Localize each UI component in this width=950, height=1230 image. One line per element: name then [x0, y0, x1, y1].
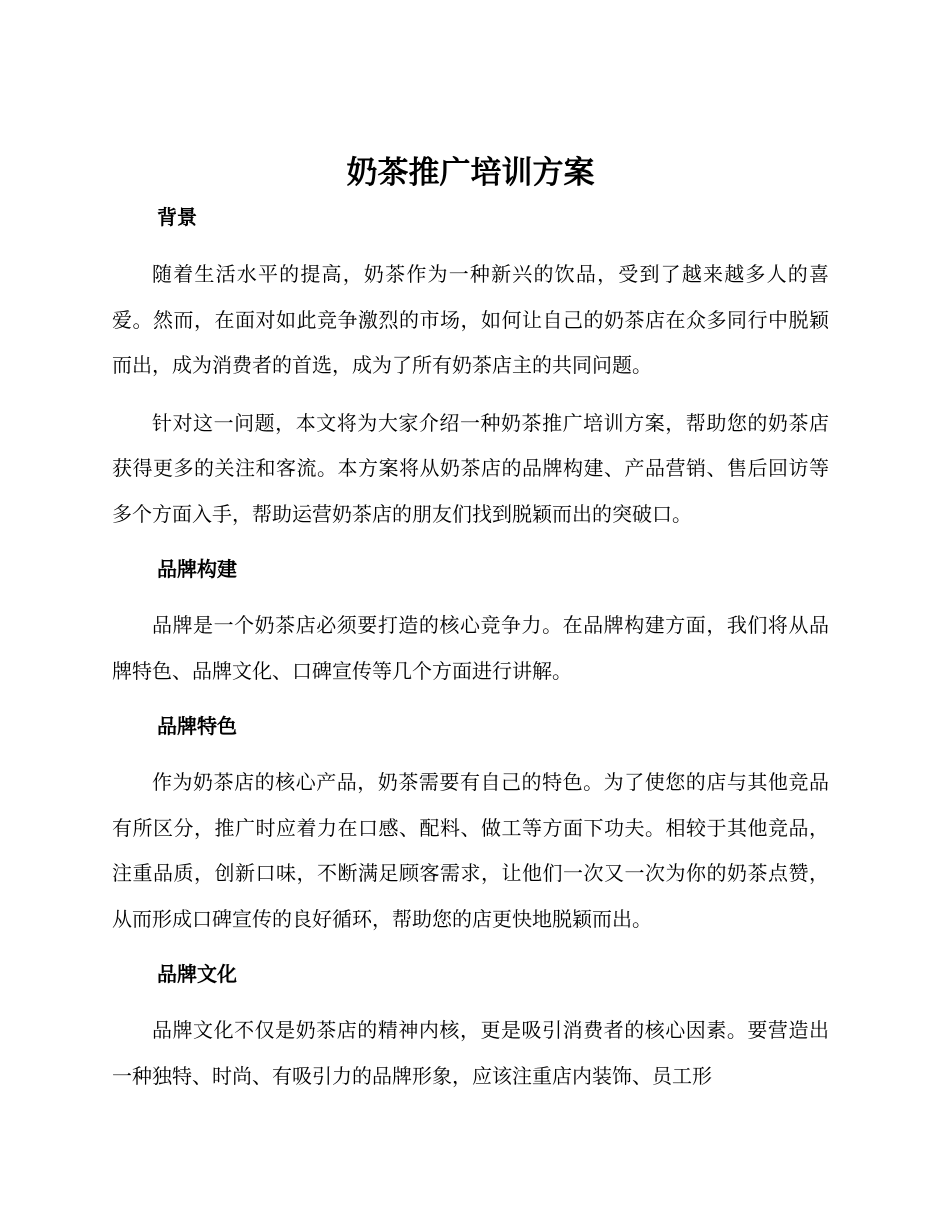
- paragraph-background-2: 针对这一问题，本文将为大家介绍一种奶茶推广培训方案，帮助您的奶茶店获得更多的关注和客流。本方案将从奶茶店的品牌构建、产品营销、售后回访等多个方面入手，帮助运营奶茶店的朋友们找到脱颖而出的突破口。: [112, 410, 829, 526]
- paragraph-brand-features: 作为奶茶店的核心产品，奶茶需要有自己的特色。为了使您的店与其他竞品有所区分，推广时应着力在口感、配料、做工等方面下功夫。相较于其他竞品，注重品质，创新口味，不断满足顾客需求，让他们一次又一次为你的奶茶点赞，从而形成口碑宣传的良好循环，帮助您的店更快地脱颖而出。: [112, 770, 829, 931]
- section-heading-brand-building: 品牌构建: [157, 557, 237, 581]
- paragraph-brand-culture: 品牌文化不仅是奶茶店的精神内核，更是吸引消费者的核心因素。要营造出一种独特、时尚、有吸引力的品牌形象，应该注重店内装饰、员工形: [112, 1018, 829, 1088]
- paragraph-brand-building: 品牌是一个奶茶店必须要打造的核心竞争力。在品牌构建方面，我们将从品牌特色、品牌文化、口碑宣传等几个方面进行讲解。: [112, 613, 829, 683]
- paragraph-background-1: 随着生活水平的提高，奶茶作为一种新兴的饮品，受到了越来越多人的喜爱。然而，在面对如此竞争激烈的市场，如何让自己的奶茶店在众多同行中脱颖而出，成为消费者的首选，成为了所有奶茶店主的共同问题。: [112, 262, 829, 377]
- section-heading-brand-features: 品牌特色: [157, 714, 237, 738]
- section-heading-background: 背景: [157, 205, 197, 229]
- document-title: 奶茶推广培训方案: [346, 155, 595, 191]
- section-heading-brand-culture: 品牌文化: [157, 962, 237, 986]
